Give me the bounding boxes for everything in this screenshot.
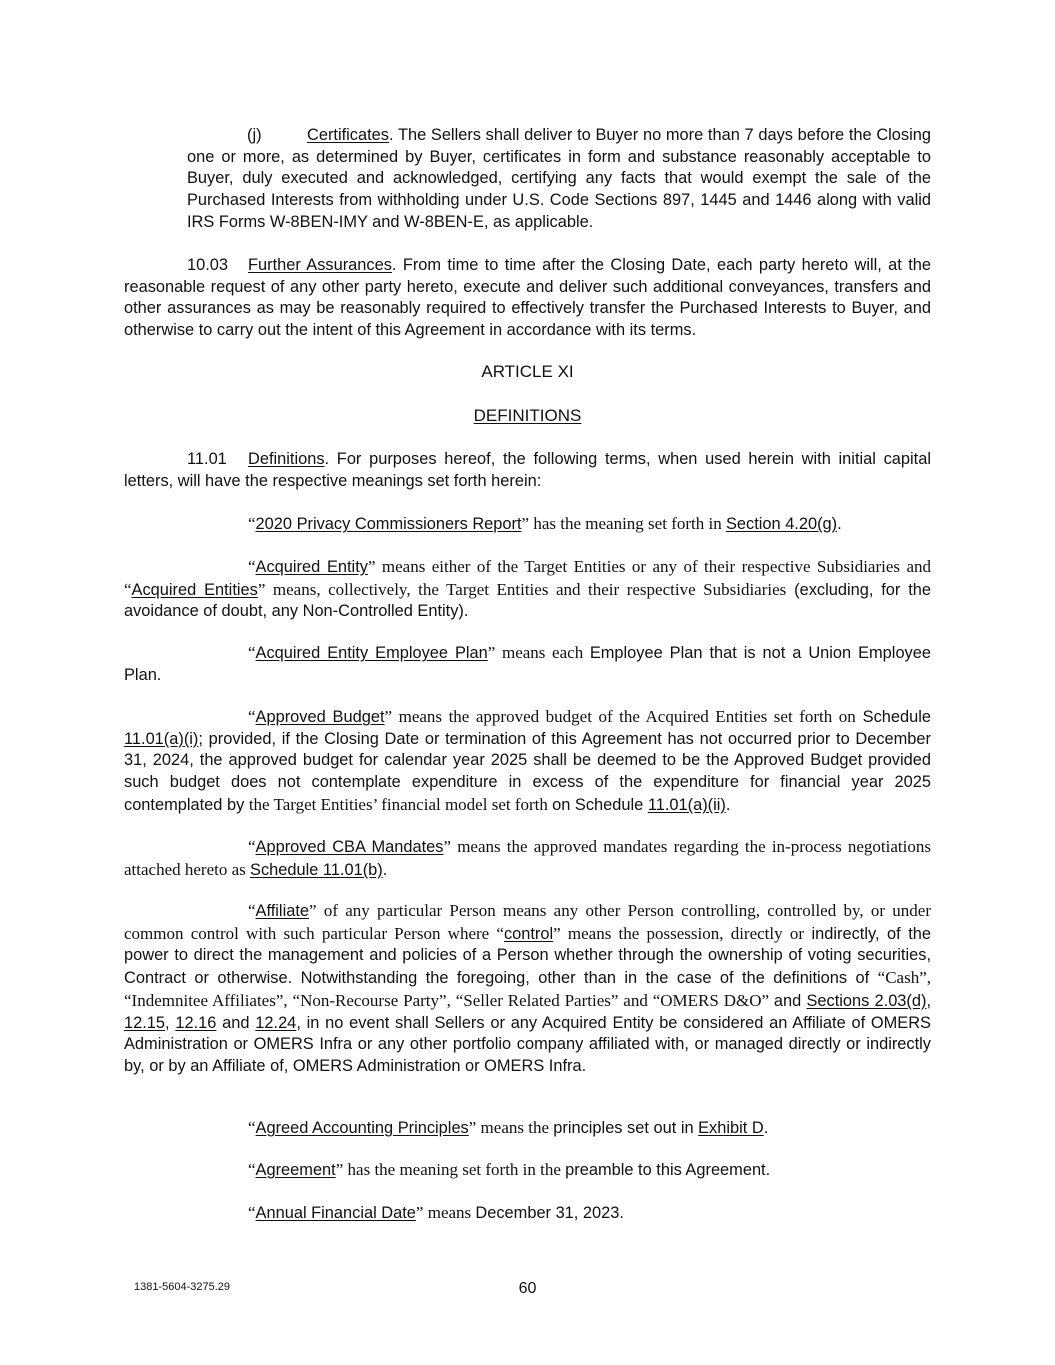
definition-acquired-entity <box>124 556 931 623</box>
definition-text: December 31, 2023. <box>475 1204 624 1222</box>
definition-text: indirectly, of the power to direct the management and policies of a Person whether through the ownership of voting securities, Contract or otherwise. Notwithstanding the foregoing, other than in the case of the definitions of <box>124 924 931 988</box>
section-j <box>187 125 931 234</box>
definition-privacy-report <box>248 513 931 536</box>
article-subheading <box>0 406 1055 426</box>
cross-reference: Section 4.20(g) <box>725 515 838 533</box>
defined-term: Approved Budget <box>255 708 385 726</box>
cross-reference: 12.16 <box>175 1013 217 1032</box>
definition-agreement-paragraph <box>248 1159 931 1182</box>
definition-text: . <box>763 1119 769 1137</box>
defined-term: Affiliate <box>255 902 310 920</box>
definition-employee-plan-paragraph <box>124 642 931 686</box>
section-j-label: (j) <box>247 126 262 144</box>
definition-text: and <box>773 991 807 1010</box>
defined-term: Annual Financial Date <box>255 1204 416 1222</box>
section-10-03-paragraph <box>124 255 931 342</box>
definition-text: “Cash”, “Indemnitee Affiliates”, “Non-Recourse Party”, “Seller Related Parties” and “OMERS D&O” <box>124 968 931 1010</box>
open-quote: “ <box>248 901 256 920</box>
separator: , <box>926 991 932 1010</box>
open-quote: “ <box>248 514 256 533</box>
article-heading: ARTICLE XI <box>481 362 574 381</box>
section-10-03-number: 10.03 <box>187 256 229 274</box>
cross-reference: Schedule 11.01(b) <box>250 860 383 879</box>
section-11-01 <box>124 449 931 492</box>
definition-text: ” means each <box>487 643 590 662</box>
definition-text: Schedule <box>862 708 931 726</box>
defined-term: control <box>503 924 554 943</box>
definition-text: (excluding, for the avoidance of doubt, any Non-Controlled Entity). <box>124 580 931 621</box>
section-10-03-text: . From time to time after the Closing Date, each party hereto will, at the reasonable request of any other party hereto, execute and deliver such additional conveyances, transfers and other assurances as may be reasonably required to effectively transfer the Purchased Interests to Buyer, and otherwise to carry out the intent of this Agreement in accordance with its terms. <box>124 256 931 340</box>
open-quote: “ <box>248 707 256 726</box>
definition-text: Employee Plan that is not a Union Employee Plan. <box>124 644 931 684</box>
open-quote: “ <box>248 1118 256 1137</box>
definition-text: ” means either of the Target Entities or any of their respective Subsidiaries and “ <box>124 557 931 599</box>
section-11-01-paragraph <box>124 449 931 492</box>
cross-reference: 11.01(a)(ii) <box>647 795 726 814</box>
open-quote: “ <box>248 1203 256 1222</box>
section-11-01-text: . For purposes hereof, the following terms, when used herein with initial capital letters, will have the respective meanings set forth herein: <box>124 450 931 490</box>
open-quote: “ <box>248 837 256 856</box>
definition-annual-paragraph <box>248 1202 931 1225</box>
definition-employee-plan <box>124 642 931 686</box>
separator: and <box>216 1013 256 1032</box>
definition-text: ” has the meaning set forth in the <box>335 1160 566 1179</box>
definition-text: . <box>725 795 731 814</box>
definition-cba-paragraph <box>124 836 931 881</box>
cross-reference: 12.15 <box>124 1013 166 1032</box>
definition-text: ” of any particular Person means any other Person controlling, controlled by, or under common control with such particular Person where “ <box>124 901 931 943</box>
cross-reference: 11.01(a)(i) <box>124 729 199 748</box>
open-quote: “ <box>248 1160 256 1179</box>
section-10-03-title: Further Assurances <box>248 256 392 274</box>
definition-text: ” means the <box>468 1118 554 1137</box>
definition-approved-budget <box>124 706 931 817</box>
section-11-01-number: 11.01 <box>187 450 227 468</box>
open-quote: “ <box>248 557 256 576</box>
definition-text: on Schedule <box>552 795 648 814</box>
section-11-01-title: Definitions <box>248 450 325 468</box>
section-j-label-wrap <box>187 125 307 147</box>
definition-text: principles set out in <box>553 1119 699 1137</box>
cross-reference: Sections 2.03(d) <box>806 991 927 1010</box>
definition-accounting-paragraph <box>248 1117 931 1140</box>
definition-text: the Target Entities’ financial model set forth <box>248 794 553 814</box>
definition-text: preamble to this Agreement. <box>565 1161 771 1179</box>
definition-acquired-entity-paragraph <box>124 556 931 623</box>
definition-text: ” means, collectively, the Target Entities and their respective Subsidiaries <box>257 579 787 599</box>
definition-text: . <box>382 860 388 879</box>
defined-term: Agreed Accounting Principles <box>255 1119 469 1137</box>
definition-text: ” means the approved budget of the Acquired Entities set forth on <box>384 707 856 726</box>
definition-affiliate-paragraph <box>124 900 931 1078</box>
defined-term: Acquired Entity Employee Plan <box>255 644 488 662</box>
section-11-01-number-wrap <box>124 449 248 471</box>
definition-privacy-paragraph <box>248 513 931 536</box>
definition-text: , in no event shall Sellers or any Acquired Entity be considered an Affiliate of OMERS Administration or OMERS Infra or any other portfolio company affiliated with, or managed directly or indirectly by, or by an Affiliate of, OMERS Administration or OMERS Infra. <box>124 1013 931 1075</box>
definition-accounting-principles <box>248 1117 931 1140</box>
article-subheading-text: DEFINITIONS <box>473 406 582 425</box>
defined-term: Approved CBA Mandates <box>255 838 444 856</box>
definition-text: . <box>837 515 842 533</box>
separator: , <box>165 1013 176 1032</box>
footer-page-number: 60 <box>518 1280 537 1297</box>
defined-term: Acquired Entity <box>255 558 368 576</box>
footer-document-id: 1381-5604-3275.29 <box>134 1281 231 1293</box>
definition-text: ” means the possession, directly or <box>553 923 804 943</box>
open-quote: “ <box>248 643 256 662</box>
section-10-03-number-wrap <box>124 255 248 277</box>
definition-text: ” has the meaning set forth in <box>521 514 726 533</box>
defined-term: Agreement <box>255 1161 336 1179</box>
definition-text: ” means <box>415 1203 476 1222</box>
section-10-03 <box>124 255 931 342</box>
cross-reference: 12.24 <box>255 1013 297 1032</box>
section-j-text: . The Sellers shall deliver to Buyer no more than 7 days before the Closing one or more, as determined by Buyer, certificates in form and substance reasonably acceptable to Buyer, duly executed and acknowledged, certifying any facts that would exempt the sale of the Purchased Interests from withholding under U.S. Code Sections 897, 1445 and 1446 along with valid IRS Forms W-8BEN-IMY and W-8BEN-E, as applicable. <box>187 126 931 231</box>
definition-agreement <box>248 1159 931 1182</box>
definition-approved-budget-paragraph <box>124 706 931 817</box>
cross-reference: Exhibit D <box>698 1119 764 1137</box>
definition-annual-financial-date <box>248 1202 931 1225</box>
defined-term: Acquired Entities <box>131 580 258 599</box>
definition-cba-mandates <box>124 836 931 881</box>
definition-affiliate <box>124 900 931 1078</box>
definition-text: ” means the approved mandates regarding the in-process negotiations attached hereto as <box>124 837 931 879</box>
section-j-title: Certificates <box>307 126 389 144</box>
defined-term: 2020 Privacy Commissioners Report <box>255 515 522 533</box>
definition-text: ; provided, if the Closing Date or termination of this Agreement has not occurred prior to December 31, 2024, the approved budget for calendar year 2025 shall be deemed to be the Approved Budget provided such budget does not contemplate expenditure in excess of the expenditure for financial year 2025 contemplated by <box>124 729 931 814</box>
section-j-paragraph <box>187 125 931 234</box>
